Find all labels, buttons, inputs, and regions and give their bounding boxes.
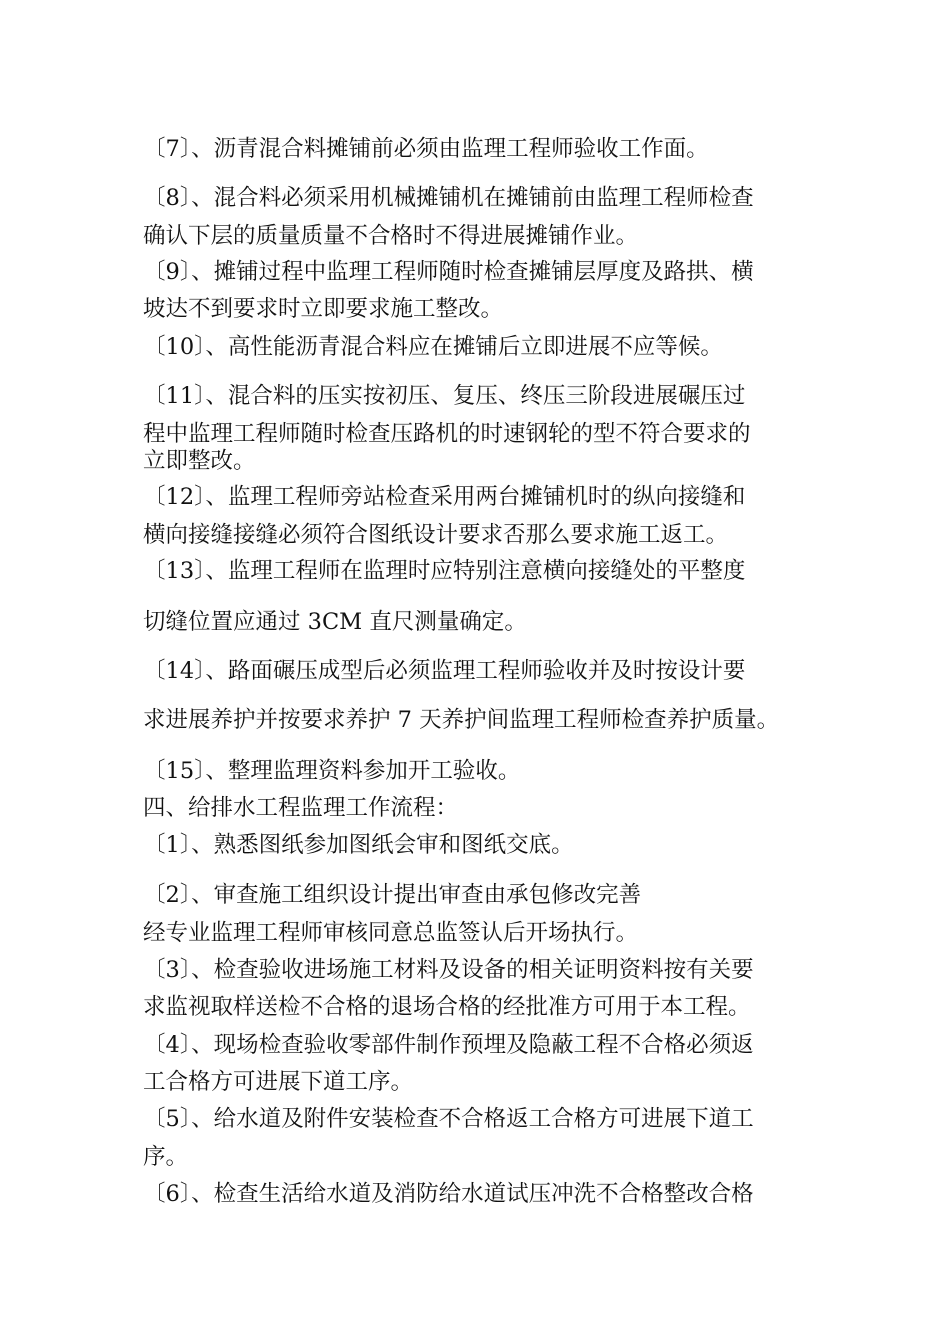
- text-line: 〔9〕、摊铺过程中监理工程师随时检查摊铺层厚度及路拱、横: [143, 259, 754, 285]
- text-line: 立即整改。: [143, 448, 256, 474]
- text-line: 坡达不到要求时立即要求施工整改。: [143, 296, 504, 322]
- text-line: 〔15〕、整理监理资料参加开工验收。: [143, 758, 521, 784]
- text-line: 求进展养护并按要求养护 7 天养护间监理工程师检查养护质量。: [143, 707, 780, 733]
- text-line: 〔2〕、审查施工组织设计提出审查由承包修改完善: [143, 882, 642, 908]
- text-line: 序。: [143, 1144, 189, 1170]
- text-line: 求监视取样送检不合格的退场合格的经批准方可用于本工程。: [143, 994, 751, 1020]
- text-line: 〔14〕、路面碾压成型后必须监理工程师验收并及时按设计要: [143, 658, 746, 684]
- text-line: 〔5〕、给水道及附件安装检查不合格返工合格方可进展下道工: [143, 1106, 754, 1132]
- text-line: 程中监理工程师随时检查压路机的时速钢轮的型不符合要求的: [143, 421, 751, 447]
- text-line: 切缝位置应通过 3CM 直尺测量确定。: [143, 609, 527, 635]
- text-line: 横向接缝接缝必须符合图纸设计要求否那么要求施工返工。: [143, 522, 729, 548]
- section-heading: 四、给排水工程监理工作流程：: [143, 795, 459, 821]
- text-line: 〔1〕、熟悉图纸参加图纸会审和图纸交底。: [143, 832, 574, 858]
- text-line: 〔11〕、混合料的压实按初压、复压、终压三阶段进展碾压过: [143, 383, 746, 409]
- text-line: 工合格方可进展下道工序。: [143, 1069, 414, 1095]
- text-line: 〔7〕、沥青混合料摊铺前必须由监理工程师验收工作面。: [143, 136, 709, 162]
- text-line: 〔13〕、监理工程师在监理时应特别注意横向接缝处的平整度: [143, 558, 746, 584]
- text-line: 〔12〕、监理工程师旁站检查采用两台摊铺机时的纵向接缝和: [143, 484, 746, 510]
- text-line: 〔4〕、现场检查验收零部件制作预埋及隐蔽工程不合格必须返: [143, 1032, 754, 1058]
- text-line: 〔6〕、检查生活给水道及消防给水道试压冲洗不合格整改合格: [143, 1181, 754, 1207]
- text-line: 确认下层的质量质量不合格时不得进展摊铺作业。: [143, 223, 639, 249]
- text-line: 〔8〕、混合料必须采用机械摊铺机在摊铺前由监理工程师检查: [143, 185, 754, 211]
- text-line: 〔10〕、高性能沥青混合料应在摊铺后立即进展不应等候。: [143, 334, 723, 360]
- text-line: 〔3〕、检查验收进场施工材料及设备的相关证明资料按有关要: [143, 957, 754, 983]
- text-line: 经专业监理工程师审核同意总监签认后开场执行。: [143, 920, 639, 946]
